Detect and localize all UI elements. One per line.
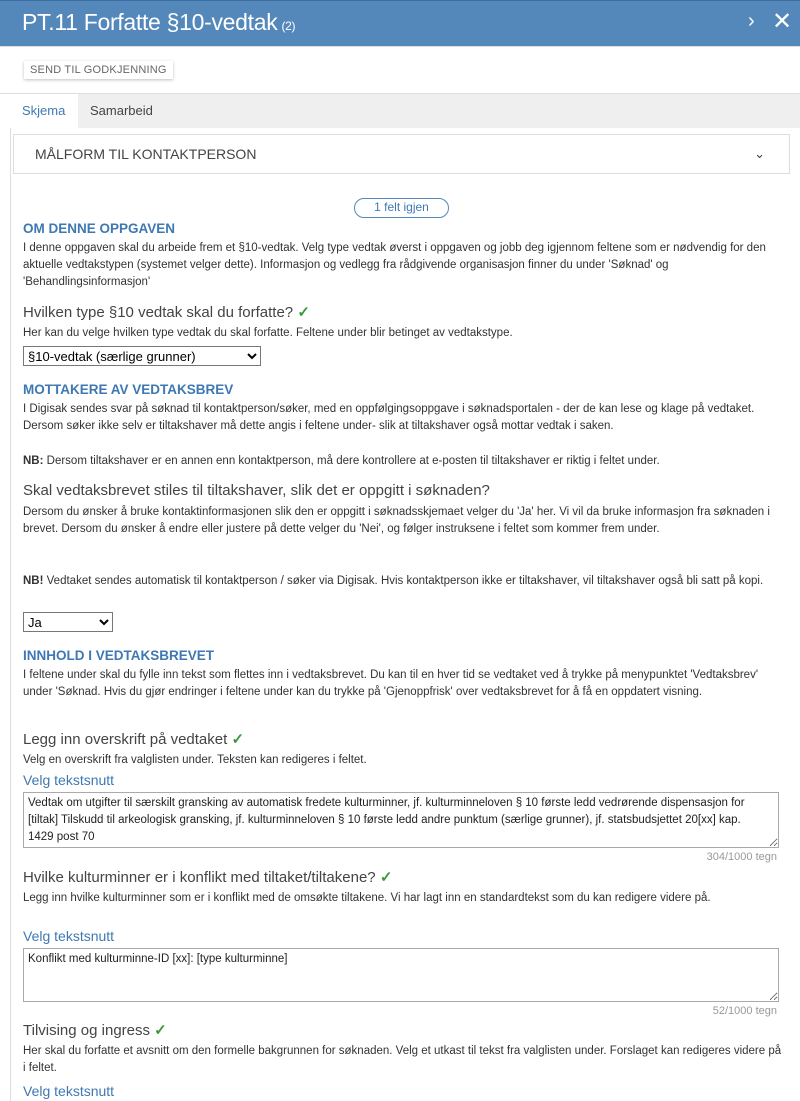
q4-help: Legg inn hvilke kulturminner som er i konflikt med de omsøkte tiltakene. Vi har lagt inn en standardtekst som du kan redigere videre på. xyxy=(23,892,711,904)
malform-accordion[interactable] xyxy=(13,134,790,174)
send-for-approval-button[interactable]: SEND TIL GODKJENNING xyxy=(24,61,173,79)
q1-help: Her kan du velge hvilken type vedtak du skal forfatte. Feltene under blir betinget av vedtakstype. xyxy=(23,327,513,339)
check-icon: ✓ xyxy=(379,869,393,886)
tab-skjema[interactable]: Skjema xyxy=(0,94,78,128)
q1-label-text: Hvilken type §10 vedtak skal du forfatte? xyxy=(23,304,294,321)
q3-help: Velg en overskrift fra valglisten under. Teksten kan redigeres i feltet. xyxy=(23,754,367,766)
recipients-nb xyxy=(23,453,783,470)
title-count: (2) xyxy=(281,19,296,33)
addressee-select[interactable] xyxy=(23,612,113,632)
chevron-down-icon: ⌄ xyxy=(754,146,765,161)
q4-char-count: 52/1000 tegn xyxy=(712,1005,777,1017)
q5-snippet-link[interactable]: Velg tekstsnutt xyxy=(23,1083,115,1099)
nb-text: Dersom tiltakshaver er en annen enn kontaktperson, må dere kontrollere at e-posten til tiltakshaver er riktig i feltet under. xyxy=(43,455,660,467)
accordion-label: MÅLFORM TIL KONTAKTPERSON xyxy=(35,146,257,162)
q4-snippet-link[interactable]: Velg tekstsnutt xyxy=(23,928,115,944)
recipients-heading: MOTTAKERE AV VEDTAKSBREV xyxy=(23,382,234,397)
q3-snippet-link[interactable]: Velg tekstsnutt xyxy=(23,772,115,788)
header xyxy=(0,0,800,46)
about-heading: OM DENNE OPPGAVEN xyxy=(23,221,176,236)
q5-label-text: Tilvising og ingress xyxy=(23,1022,150,1039)
page-title xyxy=(22,9,295,36)
nb-label: NB! xyxy=(23,575,44,587)
remaining-fields-badge: 1 felt igjen xyxy=(354,198,449,218)
toolbar xyxy=(0,46,800,94)
q2-help: Dersom du ønsker å bruke kontaktinformasjonen slik den er oppgitt i søknadsskjemaet velger du 'Ja' her. Vi vil da bruke informasjon fra søknaden i brevet. Dersom du ønsker å endre eller justere på dette velger du 'Nei', og følger instruksene i feltet som kommer frem under. xyxy=(23,506,770,535)
q1-label xyxy=(23,303,783,321)
check-icon: ✓ xyxy=(231,731,245,748)
title-text: PT.11 Forfatte §10-vedtak xyxy=(22,9,278,35)
content-text: I feltene under skal du fylle inn tekst som flettes inn i vedtaksbrevet. Du kan til en hver tid se vedtaket ved å trykke på menypunktet 'Vedtaksbrev' under 'Søknad. Hvis du gjør endringer i feltene under kan du trykke på 'Gjenoppfrisk' over vedtaksbrevet for å få en oppdatert visning. xyxy=(23,669,759,698)
q3-label xyxy=(23,730,783,748)
about-text: I denne oppgaven skal du arbeide frem et §10-vedtak. Velg type vedtak øverst i oppgaven og jobb deg igjennom feltene som er nødvendig for den aktuelle vedtakstypen (systemet velger dette). Informasjon og vedlegg fra rådgivende organisasjon finner du under 'Søknad' og 'Behandlingsinformasjon' xyxy=(23,242,766,288)
q2-label: Skal vedtaksbrevet stiles til tiltakshaver, slik det er oppgitt i søknaden? xyxy=(23,482,490,499)
check-icon: ✓ xyxy=(154,1022,167,1039)
heading-textarea[interactable] xyxy=(23,792,779,848)
check-icon: ✓ xyxy=(297,304,310,321)
conflict-textarea[interactable] xyxy=(23,948,779,1002)
q4-label-text: Hvilke kulturminner er i konflikt med tiltaket/tiltakene? xyxy=(23,869,376,886)
q4-label xyxy=(23,868,783,886)
tab-samarbeid[interactable]: Samarbeid xyxy=(90,103,153,118)
form-panel xyxy=(10,128,800,1101)
q3-char-count: 304/1000 tegn xyxy=(706,851,777,863)
content-heading: INNHOLD I VEDTAKSBREVET xyxy=(23,648,215,663)
chevron-right-icon[interactable]: › xyxy=(748,10,755,32)
nb-text: Vedtaket sendes automatisk til kontaktperson / søker via Digisak. Hvis kontaktperson ikke er tiltakshaver, vil tiltakshaver også bli satt på kopi. xyxy=(43,575,764,587)
q5-label xyxy=(23,1021,783,1039)
tab-bar xyxy=(0,94,800,128)
close-icon[interactable]: ✕ xyxy=(772,8,793,35)
recipients-text: I Digisak sendes svar på søknad til kontaktperson/søker, med en oppfølgingsoppgave i søknadsportalen - der de kan lese og klage på vedtaket. Dersom søker ikke selv er tiltakshaver må dette angis i feltene under- slik at tiltakshaver også mottar vedtak i saken. xyxy=(23,403,755,432)
q3-label-text: Legg inn overskrift på vedtaket xyxy=(23,731,228,748)
q2-nb xyxy=(23,573,783,590)
nb-label: NB: xyxy=(23,455,44,467)
vedtak-type-select[interactable] xyxy=(23,346,261,366)
q5-help: Her skal du forfatte et avsnitt om den formelle bakgrunnen for søknaden. Velg et utkast til tekst fra valglisten under. Forslaget kan redigeres videre på i feltet. xyxy=(23,1045,782,1074)
